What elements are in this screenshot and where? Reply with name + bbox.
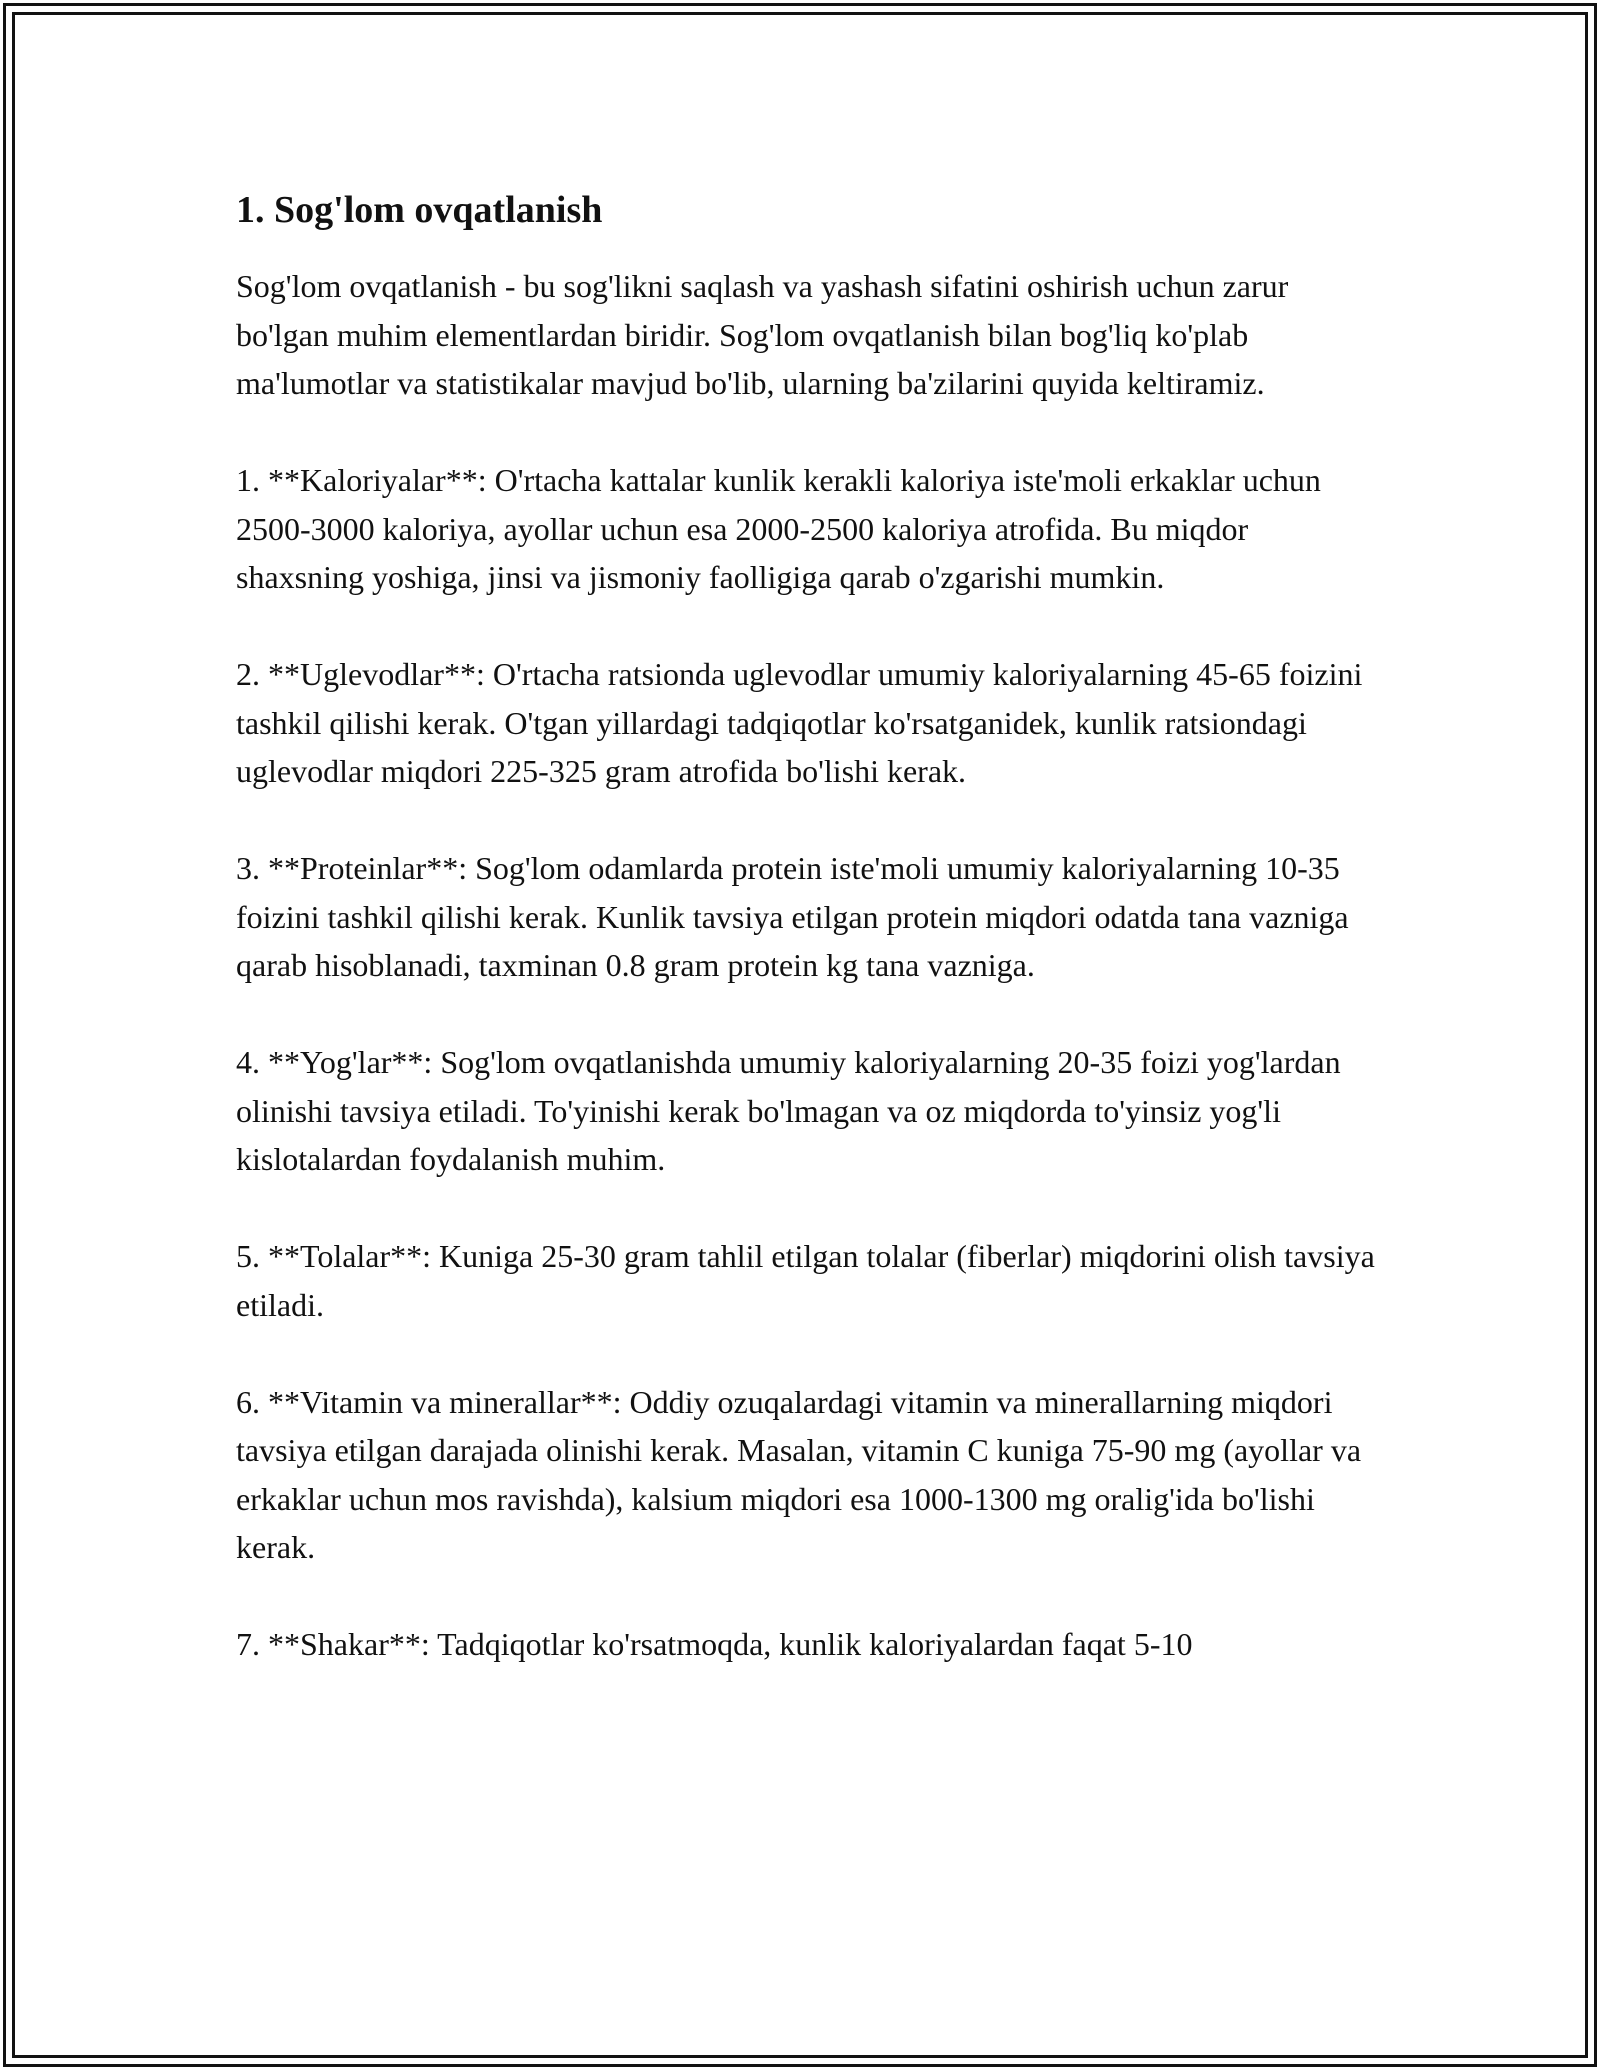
document-body <box>236 185 1376 1717</box>
paragraph-calories: 1. **Kaloriyalar**: O'rtacha kattalar kunlik kerakli kaloriya iste'moli erkaklar uchun 2500-3000 kaloriya, ayollar uchun esa 2000-2500 kaloriya atrofida. Bu miqdor shaxsning yoshiga, jinsi va jismoniy faolligiga qarab o'zgarishi mumkin. <box>236 462 1321 595</box>
paragraph-proteins: 3. **Proteinlar**: Sog'lom odamlarda protein iste'moli umumiy kaloriyalarning 10-35 foizini tashkil qilishi kerak. Kunlik tavsiya etilgan protein miqdori odatda tana vazniga qarab hisoblanadi, taxminan 0.8 gram protein kg tana vazniga. <box>236 850 1349 983</box>
paragraph-vitamins-minerals: 6. **Vitamin va minerallar**: Oddiy ozuqalardagi vitamin va minerallarning miqdori tavsiya etilgan darajada olinishi kerak. Masalan, vitamin C kuniga 75-90 mg (ayollar va erkaklar uchun mos ravishda), kalsium miqdori esa 1000-1300 mg oralig'ida bo'lishi kerak. <box>236 1383 1362 1565</box>
paragraph-fiber: 5. **Tolalar**: Kuniga 25-30 gram tahlil etilgan tolalar (fiberlar) miqdorini olish tavsiya etiladi. <box>236 1238 1375 1323</box>
paragraph-carbohydrates: 2. **Uglevodlar**: O'rtacha ratsionda uglevodlar umumiy kaloriyalarning 45-65 foizini tashkil qilishi kerak. O'tgan yillardagi tadqiqotlar ko'rsatganidek, kunlik ratsiondagi uglevodlar miqdori 225-325 gram atrofida bo'lishi kerak. <box>236 656 1363 789</box>
intro-paragraph: Sog'lom ovqatlanish - bu sog'likni saqlash va yashash sifatini oshirish uchun zarur bo'lgan muhim elementlardan biridir. Sog'lom ovqatlanish bilan bog'liq ko'plab ma'lumotlar va statistikalar mavjud bo'lib, ularning ba'zilarini quyida keltiramiz. <box>236 268 1289 401</box>
paragraph-sugar: 7. **Shakar**: Tadqiqotlar ko'rsatmoqda, kunlik kaloriyalardan faqat 5-10 <box>236 1626 1193 1662</box>
paragraph-fats: 4. **Yog'lar**: Sog'lom ovqatlanishda umumiy kaloriyalarning 20-35 foizi yog'lardan olinishi tavsiya etiladi. To'yinishi kerak bo'lmagan va oz miqdorda to'yinsiz yog'li kislotalardan foydalanish muhim. <box>236 1044 1341 1177</box>
section-heading: 1. Sog'lom ovqatlanish <box>236 189 603 231</box>
